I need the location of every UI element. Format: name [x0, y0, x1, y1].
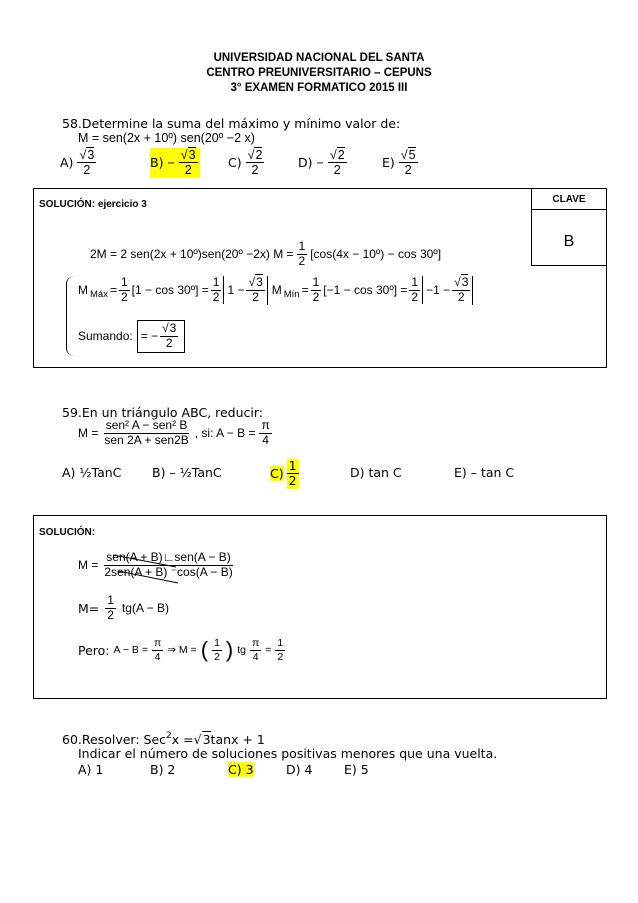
m-eq: M = [78, 558, 99, 573]
frac-num: 3 [87, 148, 95, 162]
frac-num: 3 [461, 275, 469, 289]
half-fraction [311, 276, 322, 305]
frac-num: 1 [411, 275, 419, 289]
option-letter: A) [60, 155, 74, 171]
pero-eq: = [265, 644, 272, 656]
max-end: 1 − [223, 276, 244, 304]
q59-fraction [102, 419, 190, 448]
sqrt3-fraction: $\frac{√3}{2}$ [246, 276, 267, 305]
q60-option-a: A) 1 [78, 762, 104, 777]
clave-value: B [563, 233, 575, 250]
half-fraction [119, 276, 130, 305]
q59-condition: , si: A − B = [194, 426, 256, 441]
frac-den: 2sen(A + B) ⁻cos(A − B) [104, 564, 233, 579]
frac-num: 1 [214, 637, 220, 650]
frac-num: π [252, 637, 260, 650]
q59-option-a: A) ½TanC [62, 465, 122, 480]
q59-solution-label: SOLUCIÓN: [39, 527, 96, 538]
frac-num: π [261, 418, 270, 432]
q59-option-c [270, 459, 299, 489]
frac-den: 2 [214, 650, 220, 663]
option-letter: E) [382, 155, 395, 171]
half-fraction [212, 637, 222, 662]
pero-a: A − B = [113, 644, 148, 656]
m-eq2: M= [78, 600, 100, 616]
frac-den: 2 [120, 289, 128, 304]
option-fraction [287, 459, 299, 489]
option-fraction: $\frac{√3}{2}$ [180, 148, 196, 178]
frac-den: 4 [154, 650, 161, 663]
half-fraction [297, 240, 308, 269]
frac-den: 2 [457, 289, 465, 304]
max-subscript: Máx [90, 288, 108, 300]
eq: = [301, 283, 309, 298]
q58-statement: 58.Determine la suma del máximo y mínimo valor de: [62, 116, 401, 131]
q59-options [62, 459, 582, 493]
frac-num: 5 [408, 148, 416, 162]
frac-den: 4 [262, 432, 269, 447]
frac-den: 2 [298, 253, 306, 268]
pi-over-4 [250, 637, 261, 662]
q58-sumando [78, 320, 185, 353]
q59-option-e: E) – tan C [454, 465, 515, 480]
q60-stmt-d: tanx + 1 [210, 732, 265, 747]
option-letter: D) [298, 155, 313, 171]
frac-den: sen 2A + sen2B [104, 432, 189, 447]
frac-den: 2 [288, 473, 297, 489]
frac-num: 2 [255, 148, 263, 162]
frac-num: 1 [107, 593, 114, 607]
frac-den: 2 [212, 289, 220, 304]
frac-num: 3 [256, 275, 263, 289]
pi-over-4 [259, 419, 271, 448]
q58-solution-line1 [90, 240, 441, 269]
frac-den: 2 [333, 163, 341, 178]
tg-expression: tg(A − B) [121, 601, 169, 616]
frac-num: 1 [312, 275, 320, 289]
option-letter: B) [150, 155, 164, 171]
q58-option-c [228, 148, 264, 178]
q58-expression: M = sen(2x + 10º) sen(20º −2 x) [78, 131, 255, 145]
q58-option-b [150, 148, 200, 178]
eq: = [109, 283, 117, 298]
q60-sqrt3: 3 [202, 732, 211, 747]
min-mid: [−1 − cos 30º] = [323, 283, 408, 298]
q60-line2: Indicar el número de soluciones positivas menores que una vuelta. [78, 746, 498, 761]
frac-num: 1 [288, 458, 297, 473]
frac-den: 2 [184, 163, 192, 178]
half-fraction [211, 276, 222, 305]
m-min: M [271, 283, 282, 298]
frac-num: 1 [212, 275, 220, 289]
frac-num: 2 [337, 148, 345, 162]
sol-line1-right: [cos(4x − 10º) − cos 30º] [310, 247, 442, 262]
q60-statement: 60.Resolver: Sec 2 x = √ 3 tanx + 1 [62, 731, 265, 747]
option-sign: − [167, 155, 175, 170]
frac-num: 1 [277, 637, 284, 650]
pero-b: ⇒ M = [167, 644, 197, 656]
header-center: CENTRO PREUNIVERSITARIO – CEPUNS [206, 67, 432, 79]
m-max: M [78, 283, 88, 298]
q58-option-a [60, 148, 96, 178]
q60-superscript: 2 [166, 731, 172, 741]
q60-stmt-b: x = [171, 732, 194, 747]
brace-icon [66, 276, 77, 356]
q59-solution-line2 [78, 594, 169, 623]
q60-stmt-a: 60.Resolver: Sec [62, 732, 167, 747]
cancel-strokes-icon [108, 551, 188, 585]
max-mid: [1 − cos 30º] = [131, 283, 209, 298]
option-letter: C) [270, 466, 284, 482]
q59-option-b: B) – ½TanC [152, 465, 222, 480]
frac-den: 2 [277, 650, 284, 663]
pero-label: Pero: [78, 642, 110, 658]
frac-den: 2 [411, 289, 419, 304]
frac-num: 1 [120, 275, 128, 289]
option-fraction: $\frac{√2}{2}$ [329, 148, 345, 178]
frac-den: 2 [404, 163, 412, 178]
q59-statement: 59.En un triángulo ABC, reducir: [62, 405, 264, 420]
sumando-label: Sumando: [78, 329, 133, 344]
frac-num: π [153, 637, 162, 650]
pi-over-4 [152, 637, 163, 662]
q60-options [78, 762, 518, 780]
q58-options [60, 148, 580, 186]
q60-option-b: B) 2 [150, 762, 176, 777]
frac-den: 2 [251, 163, 259, 178]
sol-line1-left: 2M = 2 sen(2x + 10º)sen(20º −2x) M = [90, 247, 294, 262]
min-end: −1 − [422, 276, 450, 304]
option-fraction: $\frac{√2}{2}$ [247, 148, 263, 178]
frac-num: 3 [169, 321, 177, 335]
option-letter: C) [228, 155, 242, 171]
clave-label: CLAVE [552, 194, 586, 205]
frac-den: 4 [252, 650, 259, 663]
sumando-eq: = − [140, 329, 159, 344]
q59-solution-line3: Pero: A − B = $\frac{\pi}{4}$ ⇒ M = ( $\frac{1}{2}$ ) tg $\frac{\pi}{4}$ = $\frac{1}{2}$ [78, 637, 284, 663]
q58-option-d [298, 148, 347, 178]
frac-den: 2 [107, 607, 114, 622]
frac-num: 1 [298, 239, 306, 253]
frac-num: sen(A + B)∟sen(A − B) [106, 550, 231, 564]
sqrt3-fraction: $\frac{√3}{2}$ [162, 321, 177, 350]
q58-maxmin-line [78, 276, 473, 305]
q60-option-d: D) 4 [286, 762, 313, 777]
sumando-result-box [137, 320, 186, 353]
frac-den: 2 [83, 163, 91, 178]
frac-den: 2 [312, 289, 320, 304]
frac-num: sen² A − sen² B [105, 418, 188, 432]
half-fraction [409, 276, 420, 305]
option-sign: − [316, 155, 324, 170]
frac-num: 3 [188, 148, 196, 162]
frac-den: 2 [252, 289, 259, 304]
half-fraction [105, 594, 116, 623]
q59-option-d: D) tan C [350, 465, 402, 480]
option-fraction: $\frac{√5}{2}$ [400, 148, 416, 178]
half-fraction [275, 637, 285, 662]
pero-tg: tg [237, 644, 246, 656]
option-fraction: $\frac{√3}{2}$ [79, 148, 95, 178]
sqrt3-fraction: $\frac{√3}{2}$ [452, 276, 473, 305]
frac-den: 2 [165, 335, 173, 350]
header-university: UNIVERSIDAD NACIONAL DEL SANTA [213, 52, 425, 64]
header-exam: 3° EXAMEN FORMATICO 2015 III [230, 82, 408, 94]
q58-solution-label: SOLUCIÓN: ejercicio 3 [39, 199, 147, 210]
q58-option-e [382, 148, 418, 178]
q60-option-c: C) 3 [228, 762, 254, 777]
m-eq: M = [78, 426, 99, 441]
q59-expression [78, 419, 272, 448]
min-subscript: Mín [283, 288, 300, 300]
q60-option-e: E) 5 [344, 762, 369, 777]
